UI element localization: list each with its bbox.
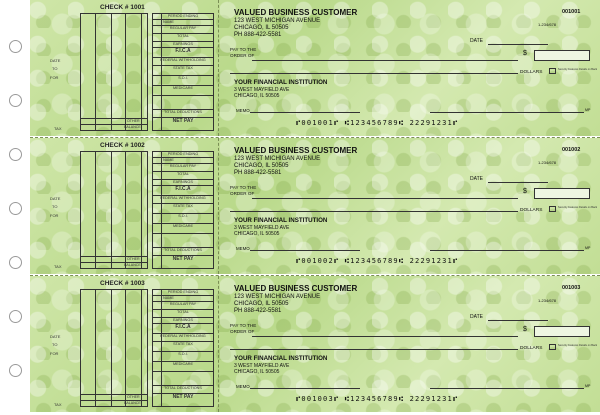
business-name: VALUED BUSINESS CUSTOMER [234, 8, 358, 17]
business-address-line2: CHICAGO, IL 50505 [234, 25, 289, 31]
federal-withholding-cell: FEDERAL WITHHOLDING [153, 58, 213, 66]
mp-mark: MP [585, 384, 591, 388]
feed-hole [9, 148, 22, 161]
perforation [218, 0, 220, 136]
mp-mark: MP [585, 246, 591, 250]
amount-field[interactable] [534, 326, 590, 337]
tractor-feed-margin [0, 0, 28, 415]
sdi-cell: S.D.I. [153, 214, 213, 224]
pay-to-label: PAY TO THE ORDER OF [230, 47, 257, 58]
medicare-cell: MEDICARE [153, 86, 213, 96]
sdi-cell: S.D.I. [153, 76, 213, 86]
stub-ledger-grid [80, 289, 148, 407]
fica-cell: F.I.C.A [153, 186, 213, 196]
bank-address-line1: 3 WEST MAYFIELD AVE [234, 363, 290, 369]
check-row [30, 0, 600, 136]
stub-balance-label: BALANCE [124, 125, 141, 129]
stub-tax-label: TAX [54, 126, 62, 131]
signature-field[interactable] [430, 250, 584, 251]
state-tax-cell: STATE TAX [153, 66, 213, 76]
memo-label: MEMO [236, 384, 250, 389]
stub-to-label: TO [52, 204, 58, 209]
check-number: 001003 [562, 285, 581, 291]
date-field[interactable] [488, 320, 548, 321]
business-address-line1: 123 WEST MICHIGAN AVENUE [234, 294, 321, 300]
medicare-cell: MEDICARE [153, 224, 213, 234]
stub-ledger-grid [80, 151, 148, 269]
business-address-line2: CHICAGO, IL 50505 [234, 301, 289, 307]
total-earnings-cell: TOTAL [153, 172, 213, 180]
stub-check-number: CHECK # 1002 [100, 142, 145, 149]
stub-date-label: DATE [50, 58, 61, 63]
business-address-line2: CHICAGO, IL 50505 [234, 163, 289, 169]
stub-other-label: OTHER [127, 395, 140, 399]
routing-fraction: 1-234/678 [538, 22, 557, 27]
bank-name: YOUR FINANCIAL INSTITUTION [234, 217, 328, 224]
name-cell: NAME [153, 158, 213, 164]
payee-field[interactable] [252, 198, 518, 199]
check-row [30, 138, 600, 274]
memo-label: MEMO [236, 246, 250, 251]
feed-hole [9, 256, 22, 269]
feed-hole [9, 364, 22, 377]
business-phone: PH 888-422-5581 [234, 308, 282, 314]
stub-to-label: TO [52, 342, 58, 347]
earnings-cell: EARNINGS [153, 42, 213, 48]
regular-pay-cell: REGULAR PAY [153, 164, 213, 172]
total-deductions-cell: TOTAL DEDUCTIONS [153, 110, 213, 118]
mp-mark: MP [585, 108, 591, 112]
regular-pay-cell: REGULAR PAY [153, 302, 213, 310]
state-tax-cell: STATE TAX [153, 342, 213, 352]
signature-field[interactable] [430, 388, 584, 389]
padlock-icon [549, 206, 556, 212]
business-name: VALUED BUSINESS CUSTOMER [234, 146, 358, 155]
stub-date-label: DATE [50, 334, 61, 339]
name-cell: NAME [153, 20, 213, 26]
earnings-cell: EARNINGS [153, 180, 213, 186]
stub-tax-label: TAX [54, 264, 62, 269]
medicare-cell: MEDICARE [153, 362, 213, 372]
total-deductions-cell: TOTAL DEDUCTIONS [153, 386, 213, 394]
amount-words-field[interactable] [230, 211, 518, 212]
state-tax-cell: STATE TAX [153, 204, 213, 214]
stub-for-label: FOR [50, 75, 59, 80]
dollar-sign: $ [523, 326, 527, 333]
amount-field[interactable] [534, 50, 590, 61]
feed-hole [9, 310, 22, 323]
dollar-sign: $ [523, 50, 527, 57]
bank-name: YOUR FINANCIAL INSTITUTION [234, 355, 328, 362]
micr-line: ⑈001001⑈ ⑆123456789⑆ 22291231⑈ [296, 119, 459, 127]
check-number: 001001 [562, 9, 581, 15]
fica-cell: F.I.C.A [153, 324, 213, 334]
total-earnings-cell: TOTAL [153, 34, 213, 42]
routing-fraction: 1-234/678 [538, 298, 557, 303]
total-earnings-cell: TOTAL [153, 310, 213, 318]
stub-for-label: FOR [50, 351, 59, 356]
amount-words-field[interactable] [230, 349, 518, 350]
bank-address-line1: 3 WEST MAYFIELD AVE [234, 87, 290, 93]
bank-address-line2: CHICAGO, IL 50505 [234, 369, 280, 375]
regular-pay-cell: REGULAR PAY [153, 26, 213, 34]
business-phone: PH 888-422-5581 [234, 32, 282, 38]
date-label: DATE [470, 176, 483, 182]
memo-field[interactable] [250, 388, 360, 389]
bank-address-line2: CHICAGO, IL 50505 [234, 93, 280, 99]
sdi-cell: S.D.I. [153, 352, 213, 362]
payroll-deductions-table [152, 13, 214, 131]
feed-hole [9, 94, 22, 107]
security-features-note: Security Features Details on Back [558, 206, 598, 209]
business-address-line1: 123 WEST MICHIGAN AVENUE [234, 18, 321, 24]
stub-check-number: CHECK # 1001 [100, 4, 145, 11]
payee-field[interactable] [252, 60, 518, 61]
padlock-icon [549, 344, 556, 350]
dollars-label: DOLLARS [520, 70, 543, 75]
memo-field[interactable] [250, 250, 360, 251]
security-features-note: Security Features Details on Back [558, 68, 598, 71]
stub-balance-label: BALANCE [124, 263, 141, 267]
payee-field[interactable] [252, 336, 518, 337]
stub-balance-label: BALANCE [124, 401, 141, 405]
feed-hole [9, 202, 22, 215]
security-features-note: Security Features Details on Back [558, 344, 598, 347]
check-sheet [30, 0, 600, 415]
period-ending-cell: PERIOD ENDING [153, 152, 213, 158]
stub-other-label: OTHER [127, 119, 140, 123]
routing-fraction: 1-234/678 [538, 160, 557, 165]
date-field[interactable] [488, 182, 548, 183]
net-pay-cell: NET PAY [172, 256, 194, 262]
payroll-deductions-table [152, 289, 214, 407]
perforation [218, 138, 220, 274]
pay-to-label: PAY TO THE ORDER OF [230, 185, 257, 196]
business-name: VALUED BUSINESS CUSTOMER [234, 284, 358, 293]
micr-line: ⑈001003⑈ ⑆123456789⑆ 22291231⑈ [296, 395, 459, 403]
name-cell: NAME [153, 296, 213, 302]
stub-other-label: OTHER [127, 257, 140, 261]
period-ending-cell: PERIOD ENDING [153, 14, 213, 20]
bank-name: YOUR FINANCIAL INSTITUTION [234, 79, 328, 86]
check-row [30, 276, 600, 412]
padlock-icon [549, 68, 556, 74]
federal-withholding-cell: FEDERAL WITHHOLDING [153, 196, 213, 204]
signature-field[interactable] [430, 112, 584, 113]
bank-address-line1: 3 WEST MAYFIELD AVE [234, 225, 290, 231]
bank-address-line2: CHICAGO, IL 50505 [234, 231, 280, 237]
total-deductions-cell: TOTAL DEDUCTIONS [153, 248, 213, 256]
business-phone: PH 888-422-5581 [234, 170, 282, 176]
fica-cell: F.I.C.A [153, 48, 213, 58]
dollar-sign: $ [523, 188, 527, 195]
memo-field[interactable] [250, 112, 360, 113]
date-field[interactable] [488, 44, 548, 45]
federal-withholding-cell: FEDERAL WITHHOLDING [153, 334, 213, 342]
stub-for-label: FOR [50, 213, 59, 218]
row-perforation [30, 275, 600, 277]
feed-hole [9, 40, 22, 53]
stub-to-label: TO [52, 66, 58, 71]
stub-tax-label: TAX [54, 402, 62, 407]
micr-line: ⑈001002⑈ ⑆123456789⑆ 22291231⑈ [296, 257, 459, 265]
earnings-cell: EARNINGS [153, 318, 213, 324]
perforation [218, 276, 220, 412]
period-ending-cell: PERIOD ENDING [153, 290, 213, 296]
dollars-label: DOLLARS [520, 208, 543, 213]
stub-date-label: DATE [50, 196, 61, 201]
stub-ledger-grid [80, 13, 148, 131]
check-number: 001002 [562, 147, 581, 153]
net-pay-cell: NET PAY [172, 394, 194, 400]
date-label: DATE [470, 38, 483, 44]
dollars-label: DOLLARS [520, 346, 543, 351]
business-address-line1: 123 WEST MICHIGAN AVENUE [234, 156, 321, 162]
net-pay-cell: NET PAY [172, 118, 194, 124]
amount-words-field[interactable] [230, 73, 518, 74]
payroll-deductions-table [152, 151, 214, 269]
amount-field[interactable] [534, 188, 590, 199]
memo-label: MEMO [236, 108, 250, 113]
stub-check-number: CHECK # 1003 [100, 280, 145, 287]
row-perforation [30, 137, 600, 139]
pay-to-label: PAY TO THE ORDER OF [230, 323, 257, 334]
date-label: DATE [470, 314, 483, 320]
